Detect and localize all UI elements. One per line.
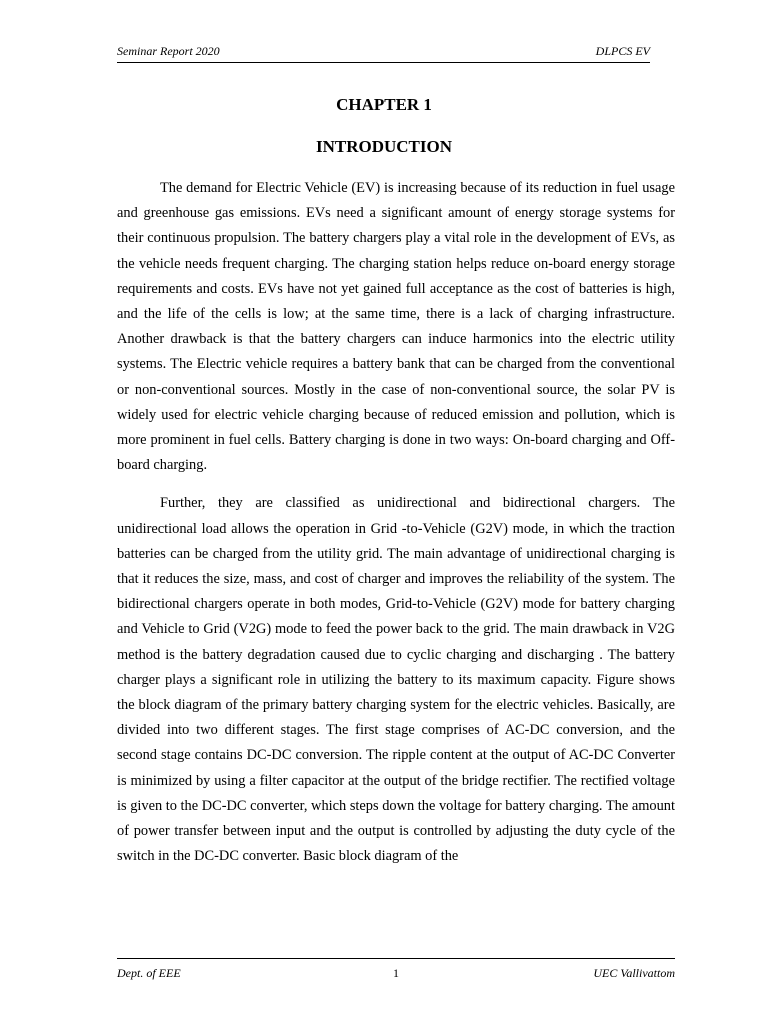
page-footer (117, 958, 675, 981)
header-project-code: DLPCS EV (595, 44, 650, 58)
chapter-number: CHAPTER 1 (336, 95, 432, 114)
chapter-title: INTRODUCTION (315, 137, 453, 156)
footer-institution: UEC Vallivattom (593, 966, 675, 980)
header-report-title: Seminar Report 2020 (117, 44, 220, 58)
paragraph-1: The demand for Electric Vehicle (EV) is increasing because of its reduction in fuel usage and greenhouse gas emissions. EVs need a significant amount of energy storage systems for their continuous propulsion. The battery chargers play a vital role in the development of EVs, as the vehicle needs frequent charging. The charging station helps reduce on-board energy storage requirements and costs. EVs have not yet gained full acceptance as the cost of batteries is high, and the life of the cells is low; at the same time, there is a lack of charging infrastructure. Another drawback is that the battery chargers can induce harmonics into the electric utility systems. The Electric vehicle requires a battery bank that can be charged from the conventional or non-conventional sources. Mostly in the case of non-conventional source, the solar PV is widely used for electric vehicle charging because of reduced emission and pollution, which is more prominent in fuel cells. Battery charging is done in two ways: On-board charging and Off-board charging. (117, 180, 675, 474)
footer-department: Dept. of EEE (117, 966, 181, 980)
page-number: 1 (393, 966, 399, 980)
paragraph-2: Further, they are classified as unidirectional and bidirectional chargers. The unidirectional load allows the operation in Grid -to-Vehicle (G2V) mode, in which the traction batteries can be charged from the utility grid. The main advantage of unidirectional charging is that it reduces the size, mass, and cost of charger and improves the reliability of the system. The bidirectional chargers operate in both modes, Grid-to-Vehicle (G2V) mode for battery charging and Vehicle to Grid (V2G) mode to feed the power back to the grid. The main drawback in V2G method is the battery degradation caused due to cyclic charging and discharging . The battery charger plays a significant role in utilizing the battery to its maximum capacity. Figure shows the block diagram of the primary battery charging system for the electric vehicles. Basically, are divided into two different stages. The first stage comprises of AC-DC conversion, and the second stage contains DC-DC conversion. The ripple content at the output of AC-DC Converter is minimized by using a filter capacitor at the output of the bridge rectifier. The rectified voltage is given to the DC-DC converter, which steps down the voltage for battery charging. The amount of power transfer between input and the output is controlled by adjusting the duty cycle of the switch in the DC-DC converter. Basic block diagram of the (117, 495, 675, 865)
page-header (117, 44, 650, 63)
body-text (117, 176, 675, 882)
